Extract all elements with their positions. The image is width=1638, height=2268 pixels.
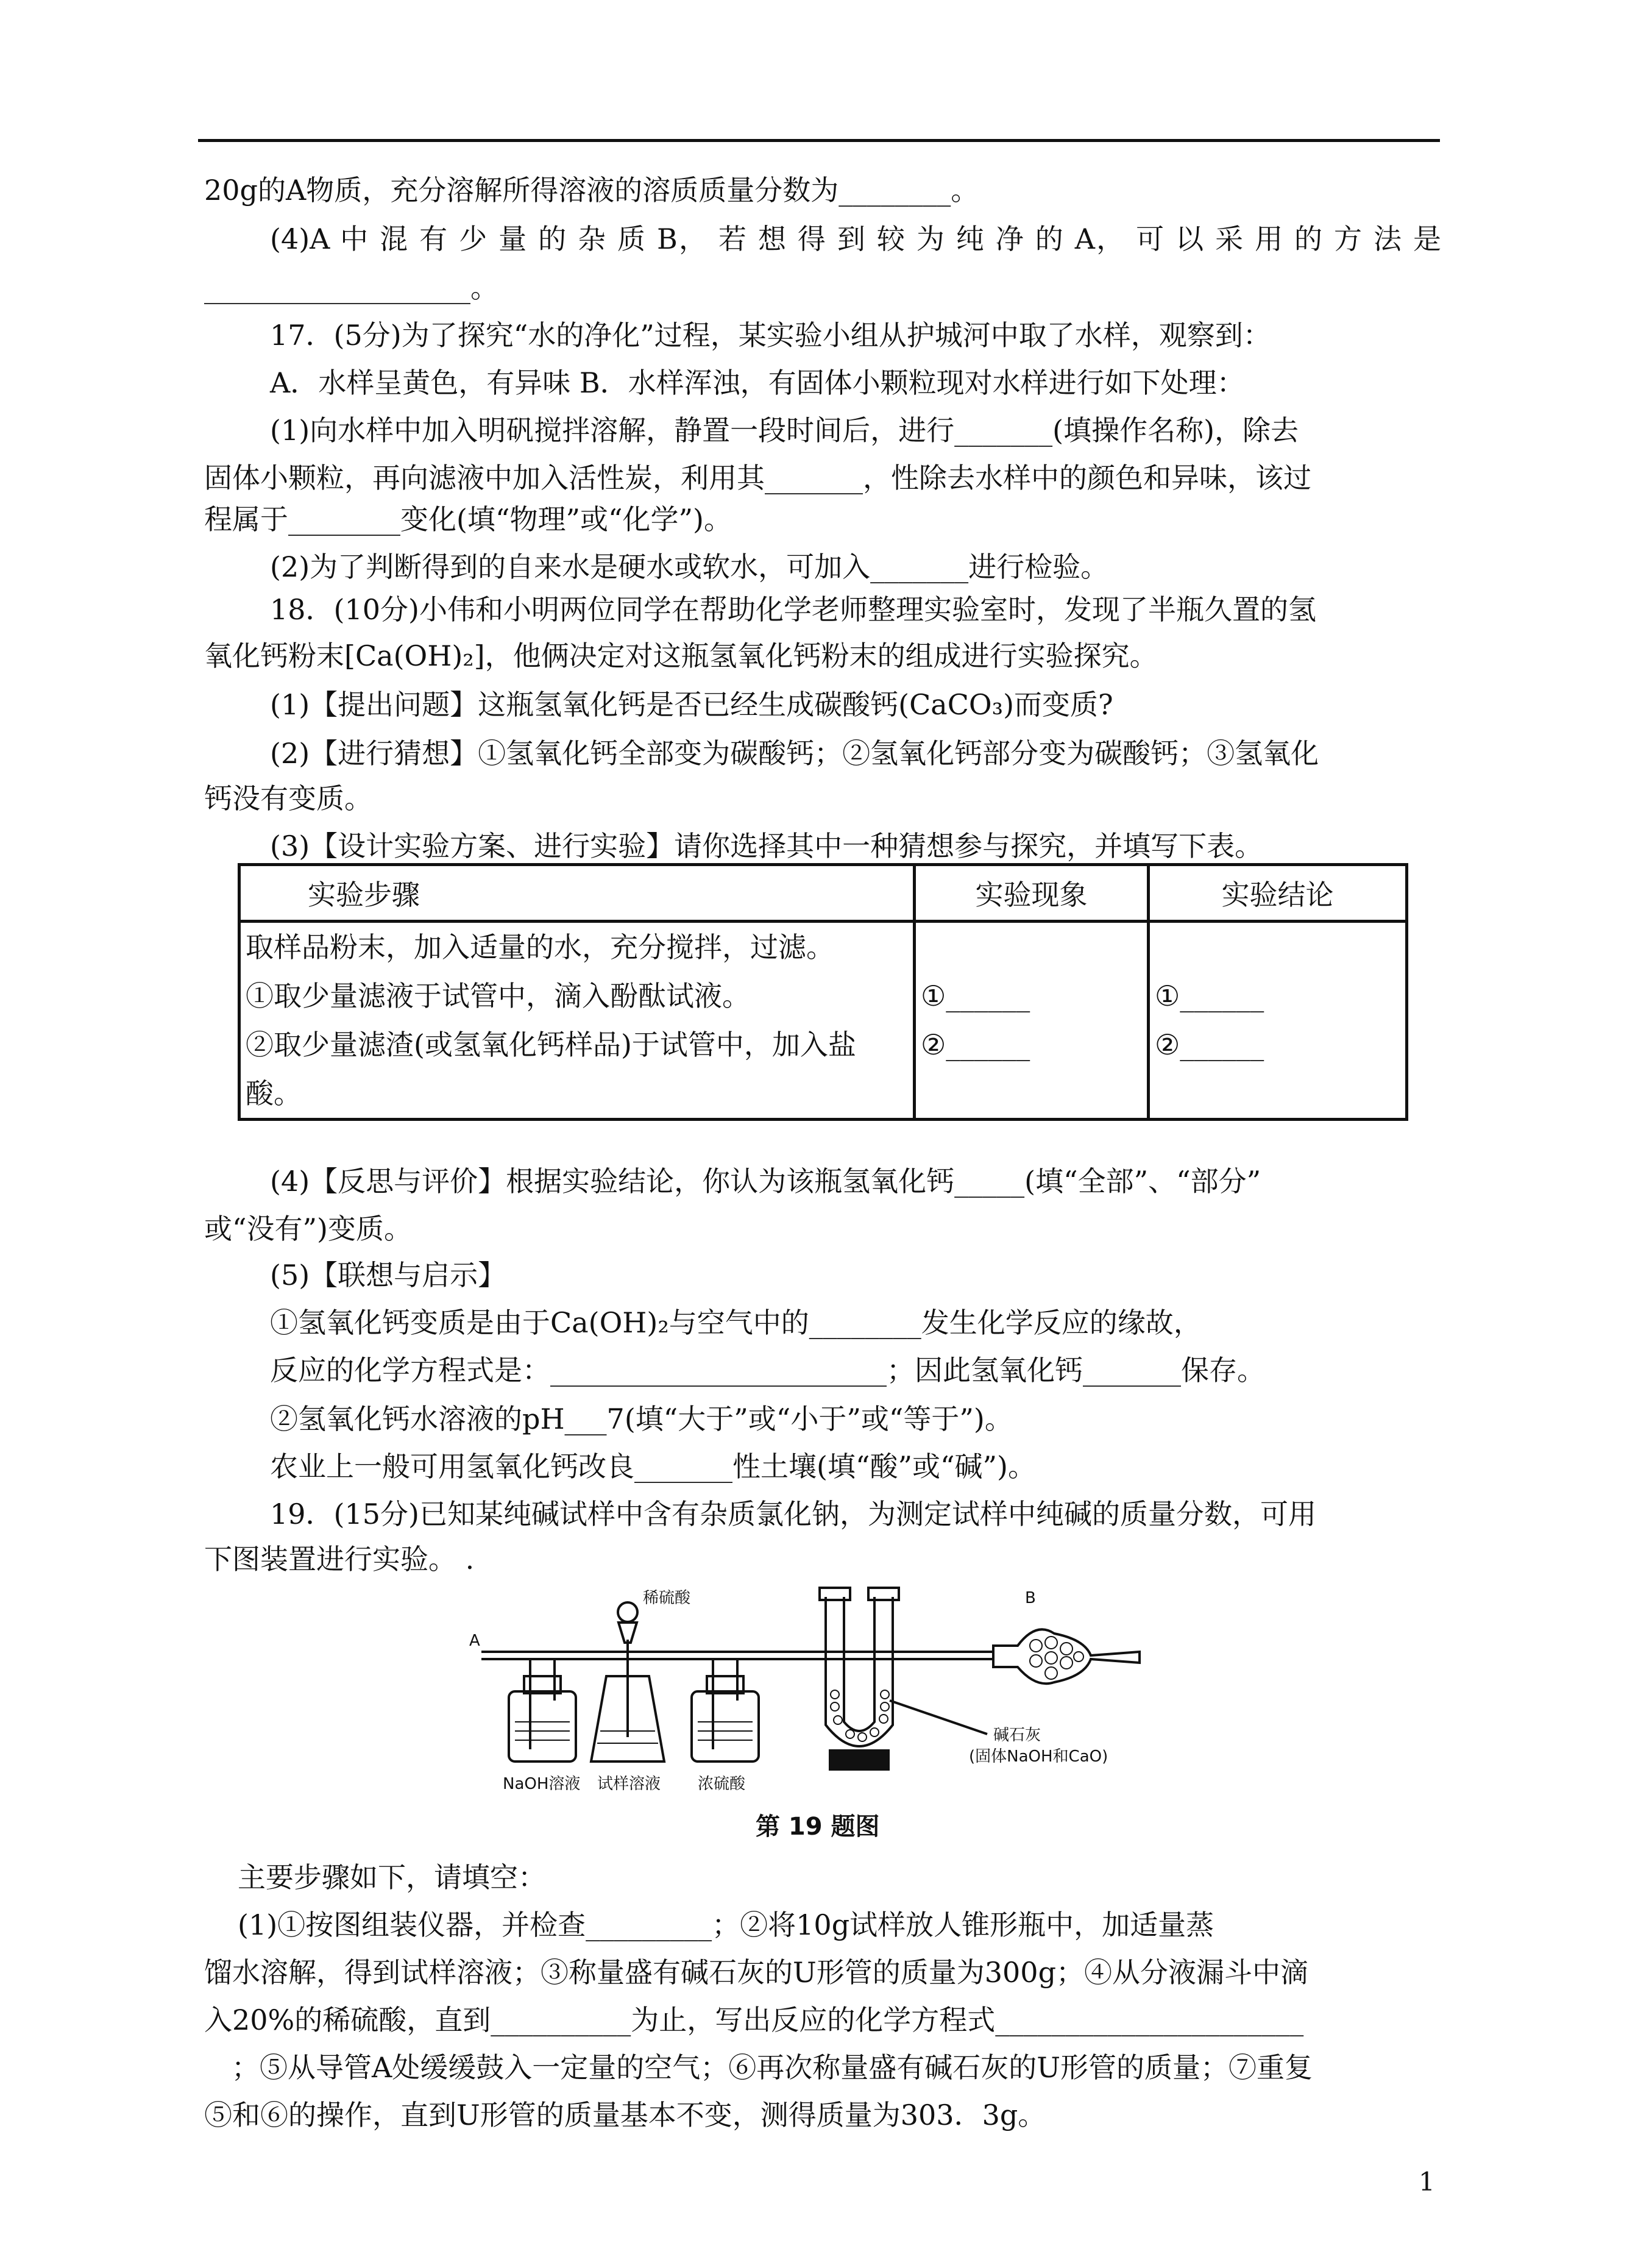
text-line: (5)【联想与启示】 [270, 1259, 506, 1292]
phenomena-cell [915, 922, 1149, 1120]
text-line: 或“没有”)变质。 [204, 1212, 412, 1245]
header-rule [198, 139, 1440, 142]
step-line: ②取少量滤渣(或氢氧化钙样品)于试管中，加入盐 [246, 1028, 856, 1061]
text-line: 主要步骤如下，请填空： [238, 1861, 546, 1894]
question-18-title: 18．(10分)小伟和小明两位同学在帮助化学老师整理实验室时，发现了半瓶久置的氢 [270, 593, 1316, 626]
text-line: (1)①按图组装仪器，并检查_________；②将10g试样放人锥形瓶中，加适量蒸 [238, 1908, 1214, 1941]
label-h2so4: 浓硫酸 [698, 1775, 746, 1793]
conclusion-blank[interactable]: ①______ [1155, 979, 1264, 1012]
page-number: 1 [1419, 2167, 1435, 2197]
figure-caption: 第 19 题图 [756, 1813, 880, 1841]
text-line: 入20%的稀硫酸，直到__________为止，写出反应的化学方程式______________________ [204, 2003, 1304, 2036]
text-line: 农业上一般可用氢氧化钙改良_______性土壤(填“酸”或“碱”)。 [270, 1450, 1036, 1483]
question-19-title: 19．(15分)已知某纯碱试样中含有杂质氯化钠，为测定试样中纯碱的质量分数，可用 [270, 1498, 1316, 1530]
text-line: (2)为了判断得到的自来水是硬水或软水，可加入_______进行检验。 [270, 550, 1109, 583]
text-line: A．水样呈黄色，有异味 B．水样浑浊，有固体小颗粒现对水样进行如下处理： [270, 366, 1245, 399]
text-line: 20g的A物质，充分溶解所得溶液的溶质质量分数为________。 [204, 174, 979, 207]
text-line: ⑤和⑥的操作，直到U形管的质量基本不变，测得质量为303．3g。 [204, 2099, 1046, 2131]
label-naoh: NaOH溶液 [503, 1775, 581, 1793]
text-line: ___________________。 [204, 271, 498, 304]
step-line: 取样品粉末，加入适量的水，充分搅拌，过滤。 [246, 931, 834, 964]
text-line: (1)向水样中加入明矾搅拌溶解，静置一段时间后，进行_______(填操作名称)，除去 [270, 414, 1299, 447]
conclusions-cell [1149, 922, 1407, 1120]
step-line: ①取少量滤液于试管中，滴入酚酞试液。 [246, 979, 750, 1012]
text-line: (4)【反思与评价】根据实验结论，你认为该瓶氢氧化钙_____(填“全部”、“部分” [270, 1165, 1261, 1198]
text-line: ①氢氧化钙变质是由于Ca(OH)₂与空气中的________发生化学反应的缘故， [270, 1306, 1202, 1339]
text-line: 程属于________变化(填“物理”或“化学”)。 [204, 503, 732, 536]
table-header: 实验步骤 [239, 865, 915, 922]
label-b: B [1025, 1589, 1036, 1607]
steps-cell [239, 922, 915, 1120]
phenomenon-blank[interactable]: ②______ [921, 1028, 1030, 1061]
text-line: 馏水溶解，得到试样溶液；③称量盛有碱石灰的U形管的质量为300g；④从分液漏斗中滴 [204, 1956, 1309, 1989]
text-line: 钙没有变质。 [204, 782, 372, 815]
text-line: (1)【提出问题】这瓶氢氧化钙是否已经生成碳酸钙(CaCO₃)而变质? [270, 688, 1113, 721]
text-line: (3)【设计实验方案、进行实验】请你选择其中一种猜想参与探究，并填写下表。 [270, 830, 1263, 862]
table-header: 实验结论 [1149, 865, 1407, 922]
text-line: (2)【进行猜想】①氢氧化钙全部变为碳酸钙；②氢氧化钙部分变为碳酸钙；③氢氧化 [270, 737, 1319, 770]
question-17-title: 17．(5分)为了探究“水的净化”过程，某实验小组从护城河中取了水样，观察到： [270, 319, 1271, 352]
label-lime: 碱石灰 [993, 1726, 1041, 1744]
conclusion-blank[interactable]: ②______ [1155, 1028, 1264, 1061]
label-a: A [469, 1632, 480, 1650]
step-line: 酸。 [246, 1077, 302, 1110]
label-acid: 稀硫酸 [643, 1589, 691, 1607]
phenomenon-blank[interactable]: ①______ [921, 979, 1030, 1012]
text-line: 固体小颗粒，再向滤液中加入活性炭，利用其_______，性除去水样中的颜色和异味，该过 [204, 461, 1311, 494]
text-line: 氧化钙粉末[Ca(OH)₂]，他俩决定对这瓶氢氧化钙粉末的组成进行实验探究。 [204, 639, 1158, 672]
table-header: 实验现象 [915, 865, 1149, 922]
text-line: 反应的化学方程式是：________________________；因此氢氧化钙_______保存。 [270, 1354, 1265, 1387]
text-line: 下图装置进行实验。 . [204, 1543, 475, 1576]
label-sample: 试样溶液 [597, 1775, 661, 1793]
text-line: (4)A 中 混 有 少 量 的 杂 质 B， 若 想 得 到 较 为 纯 净 的 A， 可 以 采 用 的 方 法 是 [270, 222, 1441, 255]
text-line: ；⑤从导管A处缓缓鼓入一定量的空气；⑥再次称量盛有碱石灰的U形管的质量；⑦重复 [232, 2051, 1313, 2084]
label-lime-note: (固体NaOH和CaO) [969, 1747, 1108, 1766]
apparatus-figure [469, 1585, 1158, 1804]
text-line: ②氢氧化钙水溶液的pH___7(填“大于”或“小于”或“等于”)。 [270, 1402, 1013, 1435]
experiment-table [238, 863, 1408, 1121]
